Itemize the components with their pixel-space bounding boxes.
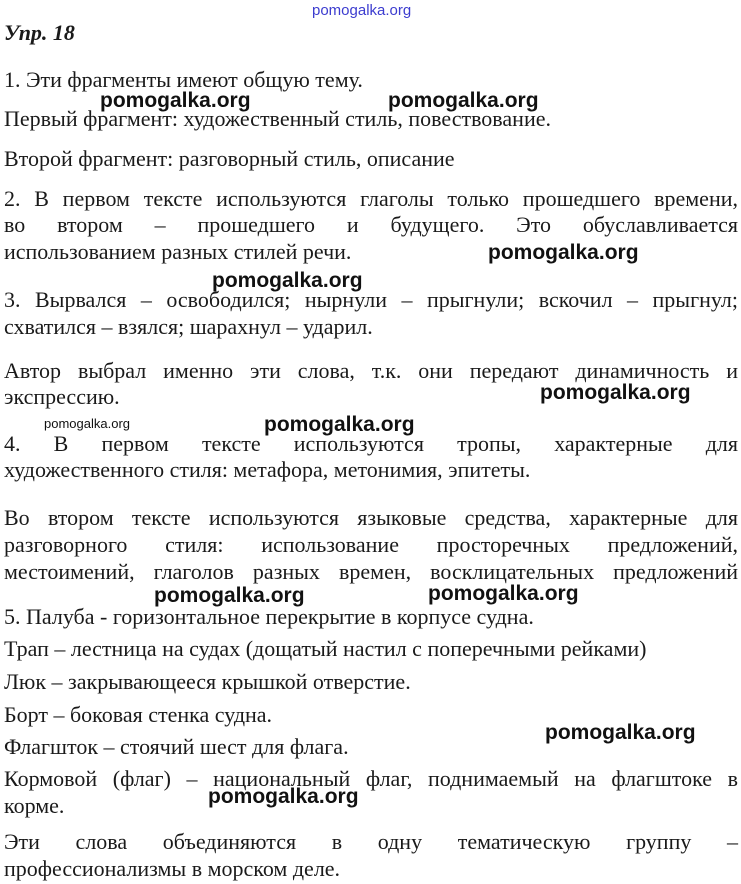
text-line: Автор выбрал именно эти слова, т.к. они передают динамичность и <box>4 358 738 383</box>
text-line: Первый фрагмент: художественный стиль, повествование. <box>4 106 551 131</box>
text-line: использованием разных стилей речи. <box>4 239 352 264</box>
watermark: pomogalka.org <box>540 381 691 404</box>
watermark: pomogalka.org <box>212 269 363 292</box>
exercise-title: Упр. 18 <box>4 20 75 45</box>
text-line: корме. <box>4 793 65 818</box>
watermark: pomogalka.org <box>44 416 130 431</box>
watermark: pomogalka.org <box>545 721 696 744</box>
text-line: 4. В первом тексте используются тропы, характерные для <box>4 431 738 456</box>
text-line: 1. Эти фрагменты имеют общую тему. <box>4 67 363 92</box>
text-line: Второй фрагмент: разговорный стиль, описание <box>4 146 455 171</box>
text-line: 2. В первом тексте используются глаголы только прошедшего времени, <box>4 186 738 211</box>
text-line: 5. Палуба - горизонтальное перекрытие в корпусе судна. <box>4 604 534 629</box>
watermark: pomogalka.org <box>264 413 415 436</box>
text-line: во втором – прошедшего и будущего. Это обуславливается <box>4 212 738 237</box>
text-line: художественного стиля: метафора, метонимия, эпитеты. <box>4 457 531 482</box>
watermark: pomogalka.org <box>154 584 305 607</box>
text-line: Люк – закрывающееся крышкой отверстие. <box>4 669 411 694</box>
watermark: pomogalka.org <box>100 89 251 112</box>
text-line: Флагшток – стоячий шест для флага. <box>4 734 349 759</box>
text-line: разговорного стиля: использование просторечных предложений, <box>4 532 738 557</box>
watermark: pomogalka.org <box>428 582 579 605</box>
text-line: 3. Вырвался – освободился; нырнули – прыгнули; вскочил – прыгнул; <box>4 287 738 312</box>
text-line: Эти слова объединяются в одну тематическую группу – <box>4 829 738 854</box>
text-line: Борт – боковая стенка судна. <box>4 702 273 727</box>
text-line: экспрессию. <box>4 384 120 409</box>
watermark: pomogalka.org <box>488 241 639 264</box>
top-watermark: pomogalka.org <box>312 2 412 19</box>
text-line: схватился – взялся; шарахнул – ударил. <box>4 314 373 339</box>
text-line: профессионализмы в морском деле. <box>4 856 341 881</box>
text-line: Трап – лестница на судах (дощатый настил с поперечными рейками) <box>4 636 647 661</box>
text-line: Кормовой (флаг) – национальный флаг, поднимаемый на флагштоке в <box>4 766 738 791</box>
text-line: местоимений, глаголов разных времен, восклицательных предложений <box>4 559 738 584</box>
watermark: pomogalka.org <box>388 89 539 112</box>
watermark: pomogalka.org <box>208 785 359 808</box>
text-line: Во втором тексте используются языковые средства, характерные для <box>4 505 738 530</box>
